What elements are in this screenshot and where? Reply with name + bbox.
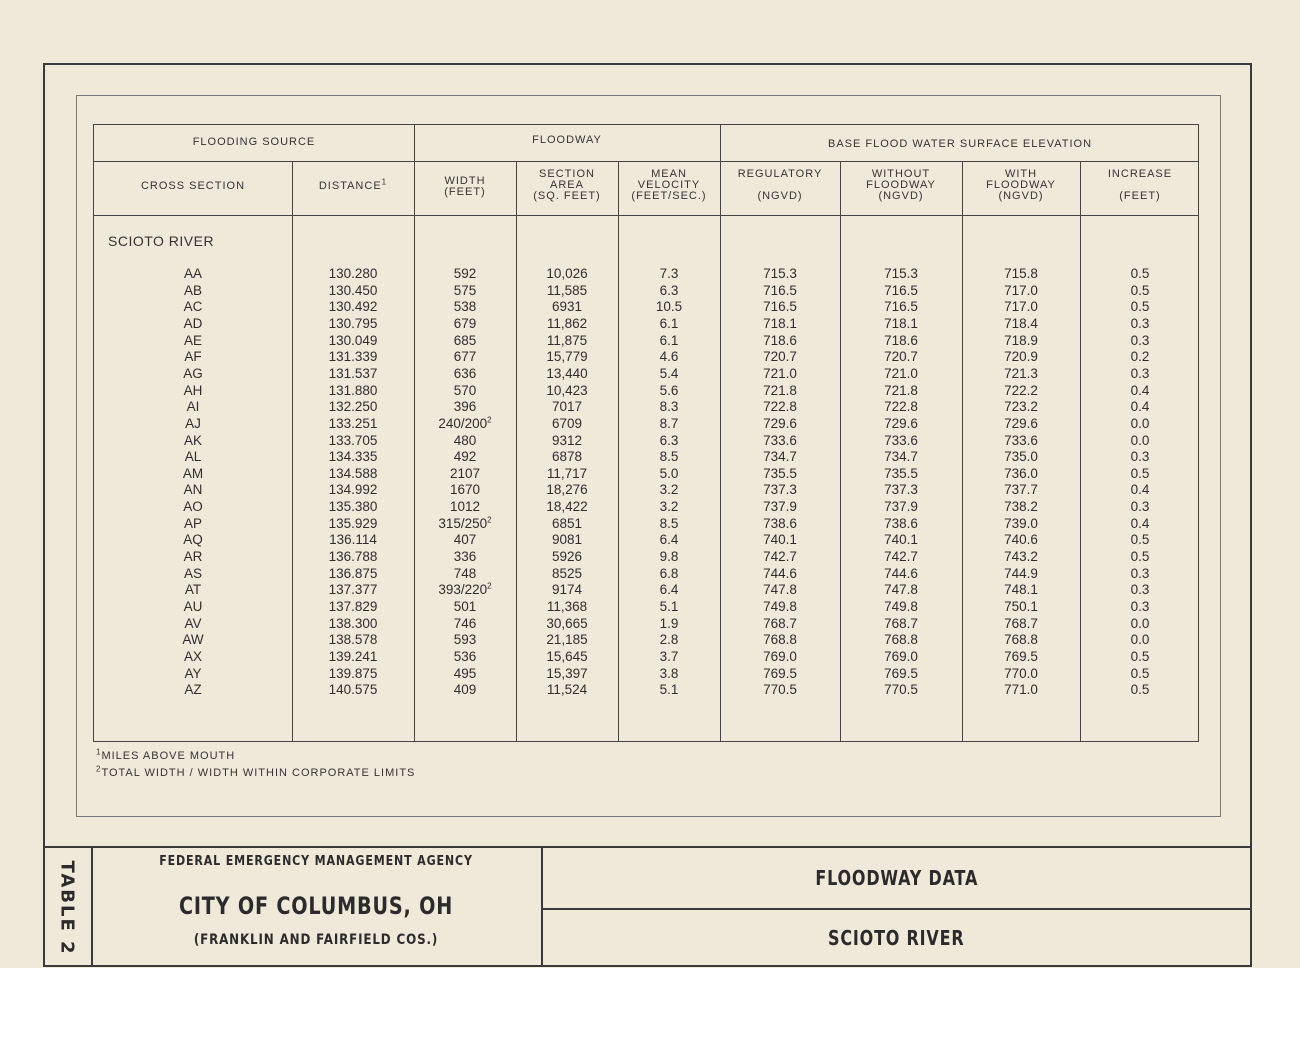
table-cell: 744.9 — [1004, 565, 1038, 581]
table-cell: 134.992 — [328, 482, 378, 498]
table-cell: 0.0 — [1130, 415, 1150, 431]
table-cell: 11,717 — [546, 465, 588, 481]
table-cell: 480 — [453, 432, 477, 448]
table-cell: 131.537 — [328, 365, 378, 381]
table-cell: 9.8 — [659, 549, 679, 565]
table-cell: 723.2 — [1004, 399, 1038, 415]
table-cell: 7.3 — [659, 266, 679, 281]
table-cell: 130.280 — [328, 266, 378, 281]
table-cell: 15,397 — [546, 665, 588, 681]
header-rule-1 — [94, 161, 1198, 162]
table-cell: 139.241 — [328, 648, 378, 664]
table-cell: 536 — [453, 648, 477, 664]
table-cell: 0.0 — [1130, 632, 1150, 648]
table-cell: 9081 — [551, 532, 583, 548]
table-cell: 18,422 — [546, 499, 588, 515]
table-cell: 5.0 — [659, 465, 679, 481]
table-cell: 134.335 — [328, 449, 378, 465]
table-cell: 718.1 — [884, 315, 918, 331]
table-cell: 0.3 — [1130, 365, 1150, 381]
table-cell: 769.0 — [763, 648, 797, 664]
table-row — [94, 616, 1198, 633]
table-cell: 0.5 — [1130, 648, 1150, 664]
table-cell: 501 — [453, 599, 477, 614]
table-cell: 593 — [453, 632, 477, 648]
table-cell: 721.0 — [763, 365, 797, 381]
table-cell: 3.7 — [659, 648, 679, 664]
table-cell: 11,368 — [546, 599, 588, 614]
table-cell: AL — [184, 449, 202, 465]
table-cell: AA — [183, 266, 202, 281]
table-number-tab — [43, 848, 93, 967]
table-row — [94, 266, 1198, 283]
table-cell: AY — [184, 665, 202, 681]
table-cell: 733.6 — [884, 432, 918, 448]
table-row — [94, 549, 1198, 566]
table-cell: 748 — [453, 565, 477, 581]
table-cell: 744.6 — [763, 565, 797, 581]
table-cell: 749.8 — [763, 599, 797, 614]
table-cell: 138.300 — [328, 615, 378, 631]
table-cell: 137.377 — [328, 582, 378, 598]
table-cell: 737.3 — [763, 482, 797, 498]
table-cell: 721.3 — [1004, 365, 1038, 381]
table-cell: 715.3 — [884, 266, 918, 281]
table-cell: 3.8 — [659, 665, 679, 681]
table-cell: AW — [182, 632, 204, 648]
table-cell: 718.9 — [1004, 332, 1038, 348]
table-cell: 718.1 — [763, 315, 797, 331]
table-cell: 575 — [453, 282, 477, 298]
table-row — [94, 399, 1198, 416]
table-cell: 8.5 — [659, 449, 679, 465]
table-cell: AR — [183, 549, 203, 565]
table-cell: 716.5 — [763, 282, 797, 298]
table-cell: 768.8 — [1004, 632, 1038, 648]
table-cell: 5.1 — [659, 599, 679, 614]
table-cell: 729.6 — [1004, 415, 1038, 431]
table-cell: AX — [183, 648, 202, 664]
table-cell: 768.8 — [763, 632, 797, 648]
table-cell: 1670 — [449, 482, 481, 498]
table-cell: 538 — [453, 299, 477, 315]
table-cell: 716.5 — [884, 299, 918, 315]
table-cell: 747.8 — [763, 582, 797, 598]
table-cell: 715.3 — [763, 266, 797, 281]
table-row — [94, 299, 1198, 316]
table-cell: 747.8 — [884, 582, 918, 598]
table-cell: 718.4 — [1004, 315, 1038, 331]
table-cell: 733.6 — [1004, 432, 1038, 448]
table-cell: 737.9 — [884, 499, 918, 515]
table-cell: 136.788 — [328, 549, 378, 565]
header-regulatory: REGULATORY (NGVD) — [737, 168, 823, 202]
table-cell: 716.5 — [884, 282, 918, 298]
table-cell: 720.9 — [1004, 349, 1038, 365]
table-cell: 742.7 — [763, 549, 797, 565]
table-row — [94, 333, 1198, 350]
table-cell: AE — [183, 332, 202, 348]
table-cell: 6.3 — [659, 282, 679, 298]
cell-text: 240/200 — [438, 415, 488, 431]
table-cell: 9174 — [551, 582, 583, 598]
table-cell: 735.5 — [763, 465, 797, 481]
table-cell: 768.8 — [884, 632, 918, 648]
table-row — [94, 632, 1198, 649]
header-rule-2 — [94, 215, 1198, 216]
table-cell: 6.4 — [659, 532, 679, 548]
table-cell: AS — [183, 565, 202, 581]
table-cell: 716.5 — [763, 299, 797, 315]
table-cell: 0.3 — [1130, 582, 1150, 598]
floodway-table — [93, 124, 1199, 742]
table-cell — [414, 582, 516, 599]
table-cell: 133.705 — [328, 432, 378, 448]
table-cell: 11,585 — [546, 282, 588, 298]
header-mean-velocity: MEAN VELOCITY (FEET/SEC.) — [631, 168, 707, 202]
table-cell: 718.6 — [763, 332, 797, 348]
footnote-2: $^2$TOTAL WIDTH / WIDTH WITHIN CORPORATE LIMITS — [96, 764, 416, 779]
table-cell: AK — [183, 432, 202, 448]
table-cell: 720.7 — [884, 349, 918, 365]
table-cell: 137.829 — [328, 599, 378, 614]
table-cell: 769.5 — [884, 665, 918, 681]
table-cell: 8.7 — [659, 415, 679, 431]
table-cell: 0.5 — [1130, 665, 1150, 681]
table-cell: 0.3 — [1130, 599, 1150, 614]
table-cell: 11,524 — [546, 682, 588, 698]
table-cell: 734.7 — [884, 449, 918, 465]
table-cell: 0.0 — [1130, 432, 1150, 448]
table-cell: 1012 — [449, 499, 481, 515]
table-row — [94, 516, 1198, 533]
table-cell: 3.2 — [659, 499, 679, 515]
table-cell: AU — [183, 599, 203, 614]
table-cell: 2.8 — [659, 632, 679, 648]
table-cell: 6.1 — [659, 332, 679, 348]
table-cell: 740.6 — [1004, 532, 1038, 548]
header-cross-section: CROSS SECTION — [140, 180, 246, 192]
table-cell: 5.1 — [659, 682, 679, 698]
table-cell: 742.7 — [884, 549, 918, 565]
table-cell: 8525 — [551, 565, 583, 581]
table-cell: 0.5 — [1130, 682, 1150, 698]
table-cell: 130.450 — [328, 282, 378, 298]
table-cell: 738.6 — [763, 515, 797, 531]
table-cell: 0.5 — [1130, 549, 1150, 565]
table-cell: AZ — [184, 682, 202, 698]
doc-title: FLOODWAY DATA — [541, 848, 1252, 910]
table-cell: 729.6 — [763, 415, 797, 431]
table-cell: 749.8 — [884, 599, 918, 614]
table-cell: 0.5 — [1130, 465, 1150, 481]
table-cell: 735.5 — [884, 465, 918, 481]
table-cell: 737.3 — [884, 482, 918, 498]
table-cell: 132.250 — [328, 399, 378, 415]
table-cell: 407 — [453, 532, 477, 548]
table-cell: 11,862 — [546, 315, 588, 331]
table-cell: 8.5 — [659, 515, 679, 531]
table-cell: 677 — [453, 349, 477, 365]
table-cell: 734.7 — [763, 449, 797, 465]
header-without-floodway: WITHOUT FLOODWAY (NGVD) — [866, 168, 936, 202]
table-cell: 738.6 — [884, 515, 918, 531]
table-cell: 6709 — [551, 415, 583, 431]
table-row — [94, 383, 1198, 400]
table-cell: 738.2 — [1004, 499, 1038, 515]
table-cell: 744.6 — [884, 565, 918, 581]
table-cell: 0.3 — [1130, 315, 1150, 331]
table-cell: 717.0 — [1004, 299, 1038, 315]
table-cell: AN — [183, 482, 203, 498]
table-cell: 0.4 — [1130, 482, 1150, 498]
agency-name: FEDERAL EMERGENCY MANAGEMENT AGENCY — [159, 854, 473, 869]
table-cell: 748.1 — [1004, 582, 1038, 598]
table-cell: 0.2 — [1130, 349, 1150, 365]
table-cell: 1.9 — [659, 615, 679, 631]
table-row — [94, 316, 1198, 333]
table-cell: 6.1 — [659, 315, 679, 331]
table-cell: 18,276 — [546, 482, 588, 498]
table-row — [94, 349, 1198, 366]
table-cell: 139.875 — [328, 665, 378, 681]
table-cell: 133.251 — [328, 415, 378, 431]
table-cell: 10,026 — [546, 266, 588, 281]
table-cell: 6.8 — [659, 565, 679, 581]
table-cell: 0.4 — [1130, 515, 1150, 531]
table-cell: 746 — [453, 615, 477, 631]
table-cell: 136.875 — [328, 565, 378, 581]
table-cell: 495 — [453, 665, 477, 681]
table-cell: 140.575 — [328, 682, 378, 698]
table-cell: 685 — [453, 332, 477, 348]
table-cell: 770.5 — [884, 682, 918, 698]
table-cell: AV — [184, 615, 202, 631]
table-row — [94, 482, 1198, 499]
table-cell: 722.8 — [763, 399, 797, 415]
table-cell: 737.9 — [763, 499, 797, 515]
header-with-floodway: WITH FLOODWAY (NGVD) — [986, 168, 1056, 202]
table-cell: 130.795 — [328, 315, 378, 331]
table-cell: 592 — [453, 266, 477, 281]
table-row — [94, 433, 1198, 450]
table-cell: 13,440 — [546, 365, 588, 381]
table-cell: 6851 — [551, 515, 583, 531]
table-row — [94, 566, 1198, 583]
table-cell: 743.2 — [1004, 549, 1038, 565]
footnote-1: $^1$MILES ABOVE MOUTH — [96, 747, 236, 762]
table-row — [94, 682, 1198, 699]
table-cell: 570 — [453, 382, 477, 398]
table-cell: AC — [183, 299, 203, 315]
table-cell: 770.5 — [763, 682, 797, 698]
county-names: (FRANKLIN AND FAIRFIELD COS.) — [193, 932, 439, 948]
table-cell: AD — [183, 315, 203, 331]
table-cell: 0.3 — [1130, 499, 1150, 515]
table-cell: 15,645 — [546, 648, 588, 664]
table-cell: 717.0 — [1004, 282, 1038, 298]
table-cell: 336 — [453, 549, 477, 565]
table-cell: 768.7 — [763, 615, 797, 631]
table-cell: 729.6 — [884, 415, 918, 431]
cell-text: 315/250 — [438, 515, 488, 531]
header-width: WIDTH (FEET) — [444, 175, 486, 198]
table-cell: 0.5 — [1130, 299, 1150, 315]
table-cell: 769.5 — [1004, 648, 1038, 664]
agency-block — [91, 848, 543, 967]
table-cell: 737.7 — [1004, 482, 1038, 498]
table-cell: 0.5 — [1130, 266, 1150, 281]
table-cell: AJ — [185, 415, 201, 431]
table-cell: 718.6 — [884, 332, 918, 348]
table-cell: 135.929 — [328, 515, 378, 531]
table-cell: 721.8 — [763, 382, 797, 398]
table-cell: AT — [184, 582, 202, 598]
table-cell: AM — [182, 465, 204, 481]
table-cell: 136.114 — [329, 532, 377, 548]
table-cell: 492 — [453, 449, 477, 465]
table-cell: 10,423 — [546, 382, 588, 398]
footnote-mark: 2 — [487, 581, 492, 591]
table-cell: 5.4 — [659, 365, 679, 381]
table-cell: 0.3 — [1130, 449, 1150, 465]
table-cell: 130.049 — [328, 332, 378, 348]
table-cell: 740.1 — [884, 532, 918, 548]
table-cell: 0.0 — [1130, 615, 1150, 631]
table-cell: 721.0 — [884, 365, 918, 381]
table-cell: 131.339 — [328, 349, 378, 365]
table-cell: 8.3 — [659, 399, 679, 415]
bottom-margin — [0, 968, 1300, 1056]
table-cell: 135.380 — [328, 499, 378, 515]
table-cell: 722.8 — [884, 399, 918, 415]
table-cell: 6931 — [551, 299, 583, 315]
table-cell: 409 — [453, 682, 477, 698]
table-cell: 733.6 — [763, 432, 797, 448]
table-row — [94, 466, 1198, 483]
table-cell: 771.0 — [1004, 682, 1038, 698]
footnote-mark: 2 — [487, 515, 492, 525]
table-cell: 2107 — [449, 465, 481, 481]
table-cell: 4.6 — [659, 349, 679, 365]
table-cell — [414, 516, 516, 533]
doc-subtitle: SCIOTO RIVER — [828, 926, 965, 950]
table-cell: 7017 — [551, 399, 583, 415]
table-cell: AH — [183, 382, 203, 398]
table-cell: 396 — [453, 399, 477, 415]
table-cell: AF — [184, 349, 202, 365]
table-cell: AB — [183, 282, 202, 298]
table-row — [94, 532, 1198, 549]
header-increase: INCREASE (FEET) — [1107, 168, 1173, 202]
header-floodway: FLOODWAY — [532, 134, 602, 146]
table-cell: 15,779 — [546, 349, 588, 365]
table-cell: 736.0 — [1004, 465, 1038, 481]
table-cell: AQ — [183, 532, 203, 548]
table-cell: 131.880 — [328, 382, 378, 398]
table-cell: 0.4 — [1130, 399, 1150, 415]
river-label: SCIOTO RIVER — [108, 233, 215, 249]
table-row — [94, 366, 1198, 383]
table-cell: 720.7 — [763, 349, 797, 365]
table-cell — [414, 416, 516, 433]
table-cell: 722.2 — [1004, 382, 1038, 398]
table-cell: AI — [186, 399, 200, 415]
table-row — [94, 416, 1198, 433]
table-row — [94, 283, 1198, 300]
table-cell: 740.1 — [763, 532, 797, 548]
table-cell: 636 — [453, 365, 477, 381]
header-flooding-source: FLOODING SOURCE — [192, 136, 316, 148]
table-cell: 721.8 — [884, 382, 918, 398]
city-name: CITY OF COLUMBUS, OH — [178, 892, 454, 920]
table-row — [94, 666, 1198, 683]
table-cell: 5.6 — [659, 382, 679, 398]
table-cell: 0.5 — [1130, 532, 1150, 548]
table-row — [94, 582, 1198, 599]
table-cell: 134.588 — [328, 465, 378, 481]
table-cell: 0.5 — [1130, 282, 1150, 298]
table-cell: 9312 — [551, 432, 583, 448]
table-cell: 5926 — [551, 549, 583, 565]
table-row — [94, 499, 1198, 516]
table-cell: 11,875 — [546, 332, 588, 348]
table-row — [94, 649, 1198, 666]
table-cell: 130.492 — [328, 299, 378, 315]
header-base-flood: BASE FLOOD WATER SURFACE ELEVATION — [827, 138, 1093, 150]
table-cell: 768.7 — [1004, 615, 1038, 631]
table-cell: 3.2 — [659, 482, 679, 498]
header-distance: DISTANCE$^1$ — [318, 177, 388, 192]
table-cell: 769.0 — [884, 648, 918, 664]
table-cell: 10.5 — [655, 299, 683, 315]
header-section-area: SECTION AREA (SQ. FEET) — [533, 168, 601, 202]
table-cell: AG — [183, 365, 203, 381]
table-cell: 0.4 — [1130, 382, 1150, 398]
table-cell: 739.0 — [1004, 515, 1038, 531]
table-number: TABLE 2 — [56, 859, 78, 956]
table-cell: 750.1 — [1004, 599, 1038, 614]
footnote-mark: 2 — [487, 415, 492, 425]
table-cell: 0.3 — [1130, 332, 1150, 348]
table-cell: 138.578 — [328, 632, 378, 648]
table-cell: 30,665 — [546, 615, 588, 631]
table-cell: 768.7 — [884, 615, 918, 631]
table-cell: 770.0 — [1004, 665, 1038, 681]
table-row — [94, 449, 1198, 466]
table-cell: 769.5 — [763, 665, 797, 681]
cell-text: 393/220 — [438, 582, 488, 598]
table-cell: 6878 — [551, 449, 583, 465]
table-cell: 715.8 — [1004, 266, 1038, 281]
table-cell: 6.4 — [659, 582, 679, 598]
table-cell: AP — [183, 515, 202, 531]
table-cell: 21,185 — [546, 632, 588, 648]
table-row — [94, 599, 1198, 616]
table-cell: 6.3 — [659, 432, 679, 448]
table-cell: 735.0 — [1004, 449, 1038, 465]
title-block — [43, 846, 1252, 967]
table-cell: 0.3 — [1130, 565, 1150, 581]
table-cell: 679 — [453, 315, 477, 331]
table-cell: AO — [183, 499, 203, 515]
